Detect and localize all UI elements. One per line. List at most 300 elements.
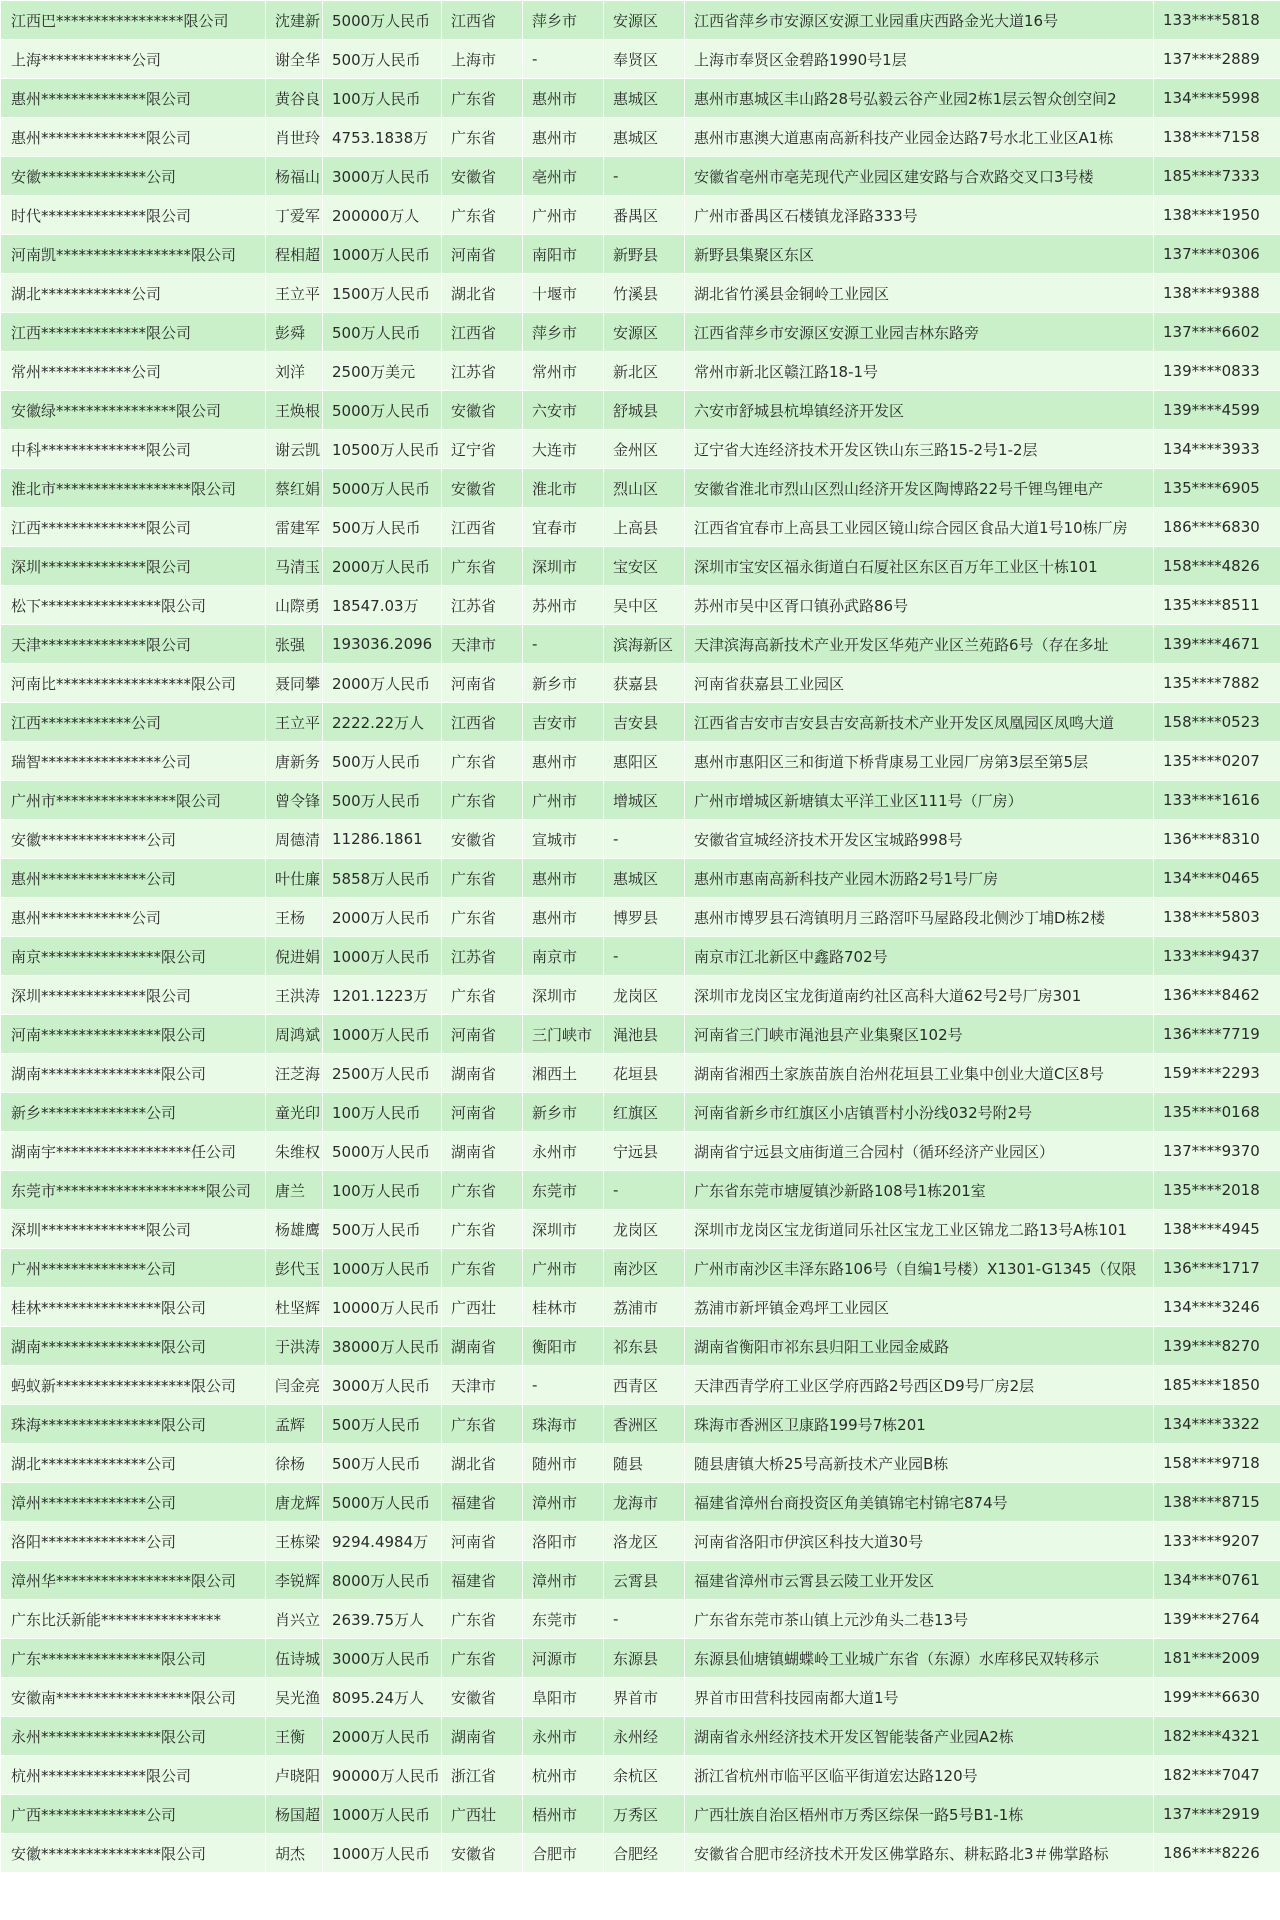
province-cell: 广东省 — [442, 118, 522, 156]
district-cell: 金州区 — [604, 430, 684, 468]
district-cell: 上高县 — [604, 508, 684, 546]
district-cell: 龙岗区 — [604, 976, 684, 1014]
city-cell: 广州市 — [523, 1249, 603, 1287]
district-cell: 龙岗区 — [604, 1210, 684, 1248]
legal-rep-cell: 倪进娟 — [266, 937, 322, 975]
district-cell: 宝安区 — [604, 547, 684, 585]
table-row — [1, 1405, 1280, 1443]
city-cell: 惠州市 — [523, 118, 603, 156]
address-cell: 广东省东莞市塘厦镇沙新路108号1栋201室 — [685, 1171, 1153, 1209]
city-cell: 深圳市 — [523, 976, 603, 1014]
district-cell: 渑池县 — [604, 1015, 684, 1053]
district-cell: - — [604, 937, 684, 975]
phone-cell: 182****7047 — [1154, 1756, 1280, 1794]
city-cell: 合肥市 — [523, 1834, 603, 1872]
province-cell: 广东省 — [442, 1600, 522, 1638]
company-name-cell: 江西巴*****************限公司 — [1, 1, 265, 39]
province-cell: 广东省 — [442, 976, 522, 1014]
registered-capital-cell: 500万人民币 — [323, 508, 441, 546]
registered-capital-cell: 10000万人民币 — [323, 1288, 441, 1326]
company-name-cell: 永州****************限公司 — [1, 1717, 265, 1755]
phone-cell: 135****7882 — [1154, 664, 1280, 702]
address-cell: 惠州市博罗县石湾镇明月三路滘吓马屋路段北侧沙丁埔D栋2楼 — [685, 898, 1153, 936]
address-cell: 荔浦市新坪镇金鸡坪工业园区 — [685, 1288, 1153, 1326]
phone-cell: 134****3246 — [1154, 1288, 1280, 1326]
province-cell: 江西省 — [442, 508, 522, 546]
city-cell: 南京市 — [523, 937, 603, 975]
city-cell: 桂林市 — [523, 1288, 603, 1326]
legal-rep-cell: 程相超 — [266, 235, 322, 273]
province-cell: 广东省 — [442, 859, 522, 897]
phone-cell: 133****9437 — [1154, 937, 1280, 975]
province-cell: 湖北省 — [442, 274, 522, 312]
table-row — [1, 508, 1280, 546]
phone-cell: 139****4671 — [1154, 625, 1280, 663]
company-table-body — [1, 1, 1280, 1872]
province-cell: 广东省 — [442, 1210, 522, 1248]
phone-cell: 139****2764 — [1154, 1600, 1280, 1638]
address-cell: 深圳市宝安区福永街道白石厦社区东区百万年工业区十栋101 — [685, 547, 1153, 585]
district-cell: 番禺区 — [604, 196, 684, 234]
address-cell: 南京市江北新区中鑫路702号 — [685, 937, 1153, 975]
company-name-cell: 上海************公司 — [1, 40, 265, 78]
legal-rep-cell: 黄谷良 — [266, 79, 322, 117]
city-cell: 深圳市 — [523, 1210, 603, 1248]
address-cell: 天津西青学府工业区学府西路2号西区D9号厂房2层 — [685, 1366, 1153, 1404]
address-cell: 江西省宜春市上高县工业园区镜山综合园区食品大道1号10栋厂房 — [685, 508, 1153, 546]
address-cell: 辽宁省大连经济技术开发区铁山东三路15-2号1-2层 — [685, 430, 1153, 468]
registered-capital-cell: 200000万人 — [323, 196, 441, 234]
address-cell: 安徽省合肥市经济技术开发区佛掌路东、耕耘路北3＃佛掌路标 — [685, 1834, 1153, 1872]
legal-rep-cell: 彭代玉 — [266, 1249, 322, 1287]
company-name-cell: 瑞智****************公司 — [1, 742, 265, 780]
district-cell: 东源县 — [604, 1639, 684, 1677]
district-cell: - — [604, 157, 684, 195]
province-cell: 河南省 — [442, 664, 522, 702]
table-row — [1, 1717, 1280, 1755]
table-row — [1, 469, 1280, 507]
city-cell: 永州市 — [523, 1132, 603, 1170]
table-row — [1, 1288, 1280, 1326]
city-cell: 萍乡市 — [523, 313, 603, 351]
phone-cell: 158****9718 — [1154, 1444, 1280, 1482]
province-cell: 湖南省 — [442, 1054, 522, 1092]
province-cell: 江西省 — [442, 1, 522, 39]
phone-cell: 135****6905 — [1154, 469, 1280, 507]
address-cell: 湖南省永州经济技术开发区智能装备产业园A2栋 — [685, 1717, 1153, 1755]
city-cell: 常州市 — [523, 352, 603, 390]
registered-capital-cell: 2000万人民币 — [323, 1717, 441, 1755]
company-name-cell: 湖北************公司 — [1, 274, 265, 312]
table-row — [1, 1054, 1280, 1092]
company-name-cell: 新乡**************公司 — [1, 1093, 265, 1131]
phone-cell: 158****4826 — [1154, 547, 1280, 585]
registered-capital-cell: 5000万人民币 — [323, 391, 441, 429]
province-cell: 上海市 — [442, 40, 522, 78]
registered-capital-cell: 100万人民币 — [323, 1093, 441, 1131]
phone-cell: 134****0465 — [1154, 859, 1280, 897]
city-cell: 新乡市 — [523, 664, 603, 702]
registered-capital-cell: 2000万人民币 — [323, 898, 441, 936]
table-row — [1, 274, 1280, 312]
legal-rep-cell: 朱维权 — [266, 1132, 322, 1170]
phone-cell: 136****8310 — [1154, 820, 1280, 858]
legal-rep-cell: 聂同攀 — [266, 664, 322, 702]
company-name-cell: 深圳**************限公司 — [1, 547, 265, 585]
city-cell: 随州市 — [523, 1444, 603, 1482]
table-row — [1, 1678, 1280, 1716]
city-cell: 三门峡市 — [523, 1015, 603, 1053]
address-cell: 常州市新北区赣江路18-1号 — [685, 352, 1153, 390]
table-row — [1, 1834, 1280, 1872]
province-cell: 安徽省 — [442, 469, 522, 507]
province-cell: 安徽省 — [442, 157, 522, 195]
address-cell: 惠州市惠澳大道惠南高新科技产业园金达路7号水北工业区A1栋 — [685, 118, 1153, 156]
legal-rep-cell: 叶仕廉 — [266, 859, 322, 897]
address-cell: 广州市番禺区石楼镇龙泽路333号 — [685, 196, 1153, 234]
legal-rep-cell: 卢晓阳 — [266, 1756, 322, 1794]
phone-cell: 136****1717 — [1154, 1249, 1280, 1287]
registered-capital-cell: 5000万人民币 — [323, 1132, 441, 1170]
company-name-cell: 深圳**************限公司 — [1, 1210, 265, 1248]
district-cell: 云霄县 — [604, 1561, 684, 1599]
registered-capital-cell: 1201.1223万 — [323, 976, 441, 1014]
city-cell: 苏州市 — [523, 586, 603, 624]
company-name-cell: 时代**************限公司 — [1, 196, 265, 234]
address-cell: 惠州市惠阳区三和街道下桥背康易工业园厂房第3层至第5层 — [685, 742, 1153, 780]
province-cell: 安徽省 — [442, 1678, 522, 1716]
phone-cell: 138****1950 — [1154, 196, 1280, 234]
legal-rep-cell: 杨福山 — [266, 157, 322, 195]
registered-capital-cell: 500万人民币 — [323, 1444, 441, 1482]
phone-cell: 139****8270 — [1154, 1327, 1280, 1365]
table-row — [1, 1327, 1280, 1365]
address-cell: 湖南省宁远县文庙街道三合园村（循环经济产业园区） — [685, 1132, 1153, 1170]
table-row — [1, 1, 1280, 39]
phone-cell: 135****8511 — [1154, 586, 1280, 624]
phone-cell: 159****2293 — [1154, 1054, 1280, 1092]
district-cell: 吴中区 — [604, 586, 684, 624]
address-cell: 广西壮族自治区梧州市万秀区综保一路5号B1-1栋 — [685, 1795, 1153, 1833]
company-name-cell: 天津**************限公司 — [1, 625, 265, 663]
province-cell: 湖南省 — [442, 1327, 522, 1365]
phone-cell: 133****1616 — [1154, 781, 1280, 819]
district-cell: 吉安县 — [604, 703, 684, 741]
table-row — [1, 235, 1280, 273]
phone-cell: 182****4321 — [1154, 1717, 1280, 1755]
legal-rep-cell: 王立平 — [266, 274, 322, 312]
legal-rep-cell: 童光印 — [266, 1093, 322, 1131]
phone-cell: 199****6630 — [1154, 1678, 1280, 1716]
legal-rep-cell: 李锐辉 — [266, 1561, 322, 1599]
legal-rep-cell: 杨雄鹰 — [266, 1210, 322, 1248]
district-cell: 南沙区 — [604, 1249, 684, 1287]
table-row — [1, 898, 1280, 936]
registered-capital-cell: 1000万人民币 — [323, 937, 441, 975]
company-name-cell: 珠海****************限公司 — [1, 1405, 265, 1443]
table-row — [1, 547, 1280, 585]
district-cell: 合肥经 — [604, 1834, 684, 1872]
legal-rep-cell: 王焕根 — [266, 391, 322, 429]
phone-cell: 138****9388 — [1154, 274, 1280, 312]
province-cell: 辽宁省 — [442, 430, 522, 468]
city-cell: 惠州市 — [523, 859, 603, 897]
address-cell: 河南省获嘉县工业园区 — [685, 664, 1153, 702]
city-cell: 惠州市 — [523, 742, 603, 780]
phone-cell: 135****0207 — [1154, 742, 1280, 780]
legal-rep-cell: 谢全华 — [266, 40, 322, 78]
phone-cell: 138****5803 — [1154, 898, 1280, 936]
province-cell: 广东省 — [442, 1249, 522, 1287]
company-name-cell: 安徽**************公司 — [1, 820, 265, 858]
phone-cell: 134****0761 — [1154, 1561, 1280, 1599]
province-cell: 江西省 — [442, 313, 522, 351]
phone-cell: 135****2018 — [1154, 1171, 1280, 1209]
address-cell: 新野县集聚区东区 — [685, 235, 1153, 273]
registered-capital-cell: 1000万人民币 — [323, 1015, 441, 1053]
address-cell: 河南省洛阳市伊滨区科技大道30号 — [685, 1522, 1153, 1560]
address-cell: 六安市舒城县杭埠镇经济开发区 — [685, 391, 1153, 429]
district-cell: 惠阳区 — [604, 742, 684, 780]
legal-rep-cell: 王杨 — [266, 898, 322, 936]
district-cell: 博罗县 — [604, 898, 684, 936]
registered-capital-cell: 500万人民币 — [323, 1210, 441, 1248]
address-cell: 安徽省淮北市烈山区烈山经济开发区陶博路22号千锂鸟锂电产 — [685, 469, 1153, 507]
company-name-cell: 惠州**************限公司 — [1, 118, 265, 156]
legal-rep-cell: 山際勇 — [266, 586, 322, 624]
legal-rep-cell: 伍诗城 — [266, 1639, 322, 1677]
address-cell: 湖南省衡阳市祁东县归阳工业园金威路 — [685, 1327, 1153, 1365]
province-cell: 广西壮 — [442, 1288, 522, 1326]
address-cell: 湖北省竹溪县金铜岭工业园区 — [685, 274, 1153, 312]
phone-cell: 137****2889 — [1154, 40, 1280, 78]
company-name-cell: 湖南****************限公司 — [1, 1054, 265, 1092]
registered-capital-cell: 11286.1861 — [323, 820, 441, 858]
city-cell: 新乡市 — [523, 1093, 603, 1131]
legal-rep-cell: 周德清 — [266, 820, 322, 858]
registered-capital-cell: 1000万人民币 — [323, 1795, 441, 1833]
address-cell: 天津滨海高新技术产业开发区华苑产业区兰苑路6号（存在多址 — [685, 625, 1153, 663]
company-name-cell: 广东比沃新能**************** — [1, 1600, 265, 1638]
province-cell: 安徽省 — [442, 391, 522, 429]
legal-rep-cell: 杜坚辉 — [266, 1288, 322, 1326]
city-cell: 东莞市 — [523, 1600, 603, 1638]
district-cell: 舒城县 — [604, 391, 684, 429]
table-row — [1, 1756, 1280, 1794]
registered-capital-cell: 193036.2096 — [323, 625, 441, 663]
city-cell: 梧州市 — [523, 1795, 603, 1833]
province-cell: 湖南省 — [442, 1717, 522, 1755]
city-cell: 漳州市 — [523, 1483, 603, 1521]
company-name-cell: 南京****************限公司 — [1, 937, 265, 975]
district-cell: 烈山区 — [604, 469, 684, 507]
city-cell: - — [523, 1366, 603, 1404]
city-cell: - — [523, 625, 603, 663]
province-cell: 江苏省 — [442, 937, 522, 975]
address-cell: 江西省吉安市吉安县吉安高新技术产业开发区凤凰园区凤鸣大道 — [685, 703, 1153, 741]
registered-capital-cell: 1500万人民币 — [323, 274, 441, 312]
legal-rep-cell: 闫金亮 — [266, 1366, 322, 1404]
address-cell: 江西省萍乡市安源区安源工业园吉林东路旁 — [685, 313, 1153, 351]
district-cell: 余杭区 — [604, 1756, 684, 1794]
registered-capital-cell: 500万人民币 — [323, 313, 441, 351]
province-cell: 福建省 — [442, 1561, 522, 1599]
legal-rep-cell: 丁爱军 — [266, 196, 322, 234]
address-cell: 安徽省亳州市亳芜现代产业园区建安路与合欢路交叉口3号楼 — [685, 157, 1153, 195]
registered-capital-cell: 100万人民币 — [323, 79, 441, 117]
phone-cell: 134****3933 — [1154, 430, 1280, 468]
phone-cell: 133****5818 — [1154, 1, 1280, 39]
address-cell: 随县唐镇大桥25号高新技术产业园B栋 — [685, 1444, 1153, 1482]
table-row — [1, 1483, 1280, 1521]
province-cell: 广东省 — [442, 898, 522, 936]
address-cell: 福建省漳州台商投资区角美镇锦宅村锦宅874号 — [685, 1483, 1153, 1521]
company-name-cell: 河南比******************限公司 — [1, 664, 265, 702]
legal-rep-cell: 谢云凯 — [266, 430, 322, 468]
table-row — [1, 1249, 1280, 1287]
company-name-cell: 淮北市******************限公司 — [1, 469, 265, 507]
table-row — [1, 1444, 1280, 1482]
table-row — [1, 781, 1280, 819]
city-cell: 深圳市 — [523, 547, 603, 585]
district-cell: 香洲区 — [604, 1405, 684, 1443]
city-cell: 珠海市 — [523, 1405, 603, 1443]
city-cell: 亳州市 — [523, 157, 603, 195]
district-cell: 新北区 — [604, 352, 684, 390]
phone-cell: 137****0306 — [1154, 235, 1280, 273]
phone-cell: 135****0168 — [1154, 1093, 1280, 1131]
province-cell: 湖南省 — [442, 1132, 522, 1170]
company-name-cell: 江西**************限公司 — [1, 508, 265, 546]
legal-rep-cell: 刘洋 — [266, 352, 322, 390]
legal-rep-cell: 雷建军 — [266, 508, 322, 546]
city-cell: 广州市 — [523, 196, 603, 234]
company-name-cell: 惠州************公司 — [1, 898, 265, 936]
district-cell: 洛龙区 — [604, 1522, 684, 1560]
table-row — [1, 820, 1280, 858]
table-row — [1, 1639, 1280, 1677]
registered-capital-cell: 8000万人民币 — [323, 1561, 441, 1599]
registered-capital-cell: 18547.03万 — [323, 586, 441, 624]
registered-capital-cell: 500万人民币 — [323, 40, 441, 78]
district-cell: 界首市 — [604, 1678, 684, 1716]
legal-rep-cell: 唐兰 — [266, 1171, 322, 1209]
company-name-cell: 湖南****************限公司 — [1, 1327, 265, 1365]
phone-cell: 136****7719 — [1154, 1015, 1280, 1053]
company-name-cell: 松下****************限公司 — [1, 586, 265, 624]
legal-rep-cell: 肖世玲 — [266, 118, 322, 156]
legal-rep-cell: 肖兴立 — [266, 1600, 322, 1638]
company-name-cell: 江西************公司 — [1, 703, 265, 741]
phone-cell: 134****3322 — [1154, 1405, 1280, 1443]
province-cell: 河南省 — [442, 1522, 522, 1560]
phone-cell: 138****8715 — [1154, 1483, 1280, 1521]
registered-capital-cell: 2500万人民币 — [323, 1054, 441, 1092]
company-name-cell: 湖北**************公司 — [1, 1444, 265, 1482]
phone-cell: 139****4599 — [1154, 391, 1280, 429]
province-cell: 广东省 — [442, 1171, 522, 1209]
phone-cell: 158****0523 — [1154, 703, 1280, 741]
city-cell: 吉安市 — [523, 703, 603, 741]
district-cell: - — [604, 1600, 684, 1638]
district-cell: 竹溪县 — [604, 274, 684, 312]
district-cell: 安源区 — [604, 313, 684, 351]
province-cell: 安徽省 — [442, 1834, 522, 1872]
registered-capital-cell: 100万人民币 — [323, 1171, 441, 1209]
address-cell: 福建省漳州市云霄县云陵工业开发区 — [685, 1561, 1153, 1599]
table-row — [1, 859, 1280, 897]
company-name-cell: 漳州**************公司 — [1, 1483, 265, 1521]
company-name-cell: 安徽南******************限公司 — [1, 1678, 265, 1716]
registered-capital-cell: 38000万人民币 — [323, 1327, 441, 1365]
legal-rep-cell: 王栋梁 — [266, 1522, 322, 1560]
company-name-cell: 漳州华******************限公司 — [1, 1561, 265, 1599]
table-row — [1, 1015, 1280, 1053]
registered-capital-cell: 2000万人民币 — [323, 547, 441, 585]
province-cell: 河南省 — [442, 1015, 522, 1053]
phone-cell: 138****4945 — [1154, 1210, 1280, 1248]
table-row — [1, 1561, 1280, 1599]
registered-capital-cell: 5000万人民币 — [323, 1483, 441, 1521]
phone-cell: 139****0833 — [1154, 352, 1280, 390]
province-cell: 河南省 — [442, 1093, 522, 1131]
registered-capital-cell: 2500万美元 — [323, 352, 441, 390]
province-cell: 安徽省 — [442, 820, 522, 858]
phone-cell: 186****6830 — [1154, 508, 1280, 546]
table-row — [1, 1522, 1280, 1560]
phone-cell: 138****7158 — [1154, 118, 1280, 156]
district-cell: 荔浦市 — [604, 1288, 684, 1326]
city-cell: 漳州市 — [523, 1561, 603, 1599]
table-row — [1, 352, 1280, 390]
phone-cell: 186****8226 — [1154, 1834, 1280, 1872]
registered-capital-cell: 9294.4984万 — [323, 1522, 441, 1560]
table-row — [1, 1171, 1280, 1209]
city-cell: 湘西土 — [523, 1054, 603, 1092]
legal-rep-cell: 王立平 — [266, 703, 322, 741]
province-cell: 湖北省 — [442, 1444, 522, 1482]
city-cell: 南阳市 — [523, 235, 603, 273]
city-cell: 惠州市 — [523, 79, 603, 117]
legal-rep-cell: 彭舜 — [266, 313, 322, 351]
district-cell: 随县 — [604, 1444, 684, 1482]
address-cell: 河南省三门峡市渑池县产业集聚区102号 — [685, 1015, 1153, 1053]
legal-rep-cell: 蔡红娟 — [266, 469, 322, 507]
legal-rep-cell: 吴光渔 — [266, 1678, 322, 1716]
city-cell: 萍乡市 — [523, 1, 603, 39]
registered-capital-cell: 3000万人民币 — [323, 1639, 441, 1677]
table-row — [1, 118, 1280, 156]
province-cell: 江苏省 — [442, 352, 522, 390]
address-cell: 东源县仙塘镇蝴蝶岭工业城广东省（东源）水库移民双转移示 — [685, 1639, 1153, 1677]
address-cell: 江西省萍乡市安源区安源工业园重庆西路金光大道16号 — [685, 1, 1153, 39]
legal-rep-cell: 沈建新 — [266, 1, 322, 39]
province-cell: 天津市 — [442, 625, 522, 663]
city-cell: 宣城市 — [523, 820, 603, 858]
province-cell: 广东省 — [442, 1405, 522, 1443]
registered-capital-cell: 3000万人民币 — [323, 157, 441, 195]
table-row — [1, 1210, 1280, 1248]
address-cell: 广东省东莞市茶山镇上元沙角头二巷13号 — [685, 1600, 1153, 1638]
district-cell: 西青区 — [604, 1366, 684, 1404]
company-name-cell: 安徽****************限公司 — [1, 1834, 265, 1872]
legal-rep-cell: 王洪涛 — [266, 976, 322, 1014]
district-cell: 龙海市 — [604, 1483, 684, 1521]
phone-cell: 133****9207 — [1154, 1522, 1280, 1560]
city-cell: 杭州市 — [523, 1756, 603, 1794]
province-cell: 广东省 — [442, 79, 522, 117]
district-cell: 滨海新区 — [604, 625, 684, 663]
